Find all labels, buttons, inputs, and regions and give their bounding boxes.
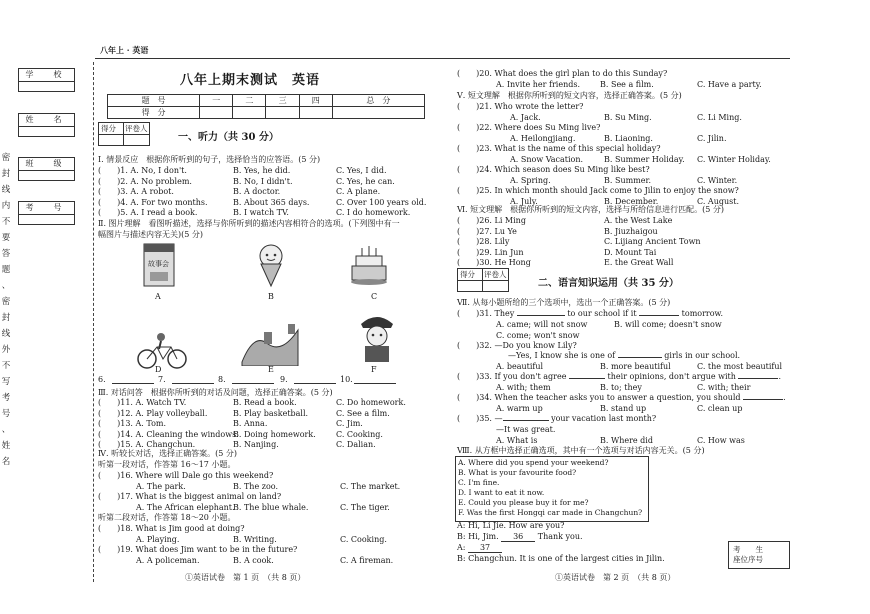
book-picture: [140, 242, 178, 288]
dialogue-line: A: 37: [457, 544, 502, 553]
question: ( )24. Which season does Su Ming like best?: [457, 165, 650, 174]
option: C. clean up: [697, 404, 743, 413]
option: A. came; will not snow: [496, 320, 588, 329]
page-footer-left: ①英语试卷 第 1 页 （共 8 页）: [185, 573, 306, 582]
option: C. come; won't snow: [496, 331, 580, 340]
seal-char: 写: [1, 377, 11, 387]
seal-char: 封: [1, 313, 11, 323]
question: ( )25. In which month should Jack come to Jilin to enjoy the snow?: [457, 186, 739, 195]
option: B. A cook.: [233, 556, 274, 565]
seal-char: 要: [1, 233, 11, 243]
section-title: 幅图片与描述内容无关)(5 分): [98, 230, 203, 239]
score-cell: [233, 107, 266, 119]
box-option: B. What is your favourite food?: [458, 468, 577, 477]
question: ( )33. If you don't agree their opinions, don't argue with .: [457, 372, 781, 381]
seal-line: [93, 62, 94, 582]
answer-blank[interactable]: [738, 378, 778, 379]
picture-label: D: [155, 365, 162, 374]
question: ( )5. A. I read a book.: [98, 208, 198, 218]
option: B. Nanjing.: [233, 440, 279, 450]
header-rule: [95, 58, 790, 59]
picture-label: E: [268, 365, 274, 374]
seat-number-box[interactable]: 考 生 座位序号: [728, 541, 790, 569]
section-intro: 听第一段对话，作答第 16～17 小题。: [98, 460, 236, 469]
box-option: F. Was the first Hongqi car made in Changchun?: [458, 508, 643, 517]
option: B. more beautiful: [600, 362, 671, 371]
option: B. will come; doesn't snow: [614, 320, 722, 329]
match-item: ( )30. He Hong: [457, 258, 531, 268]
section-title: Ⅰ. 情景反应 根据你所听到的句子，选择恰当的应答语。(5 分): [98, 155, 321, 164]
dialogue-line: A: Hi, Li Jie. How are you?: [457, 521, 565, 530]
question: ( )1. A. No, I don't.: [98, 166, 187, 175]
box-option: E. Could you please buy it for me?: [458, 498, 589, 507]
option: C. Li Ming.: [697, 113, 742, 122]
grader-box: 得分 评卷人: [457, 268, 509, 292]
option: B. Anna.: [233, 419, 268, 429]
score-cell: 题 号: [108, 95, 200, 107]
score-cell: 得 分: [108, 107, 200, 119]
match-item: ( )28. Lily: [457, 237, 510, 247]
option: B. stand up: [600, 404, 647, 413]
question: ( )22. Where does Su Ming live?: [457, 123, 601, 132]
match-item: ( )27. Lu Ye: [457, 226, 517, 236]
answer-blank[interactable]: [294, 383, 336, 384]
answer-blank-37[interactable]: 37: [468, 544, 502, 553]
box-option: C. I'm fine.: [458, 478, 500, 487]
seal-char: 、: [1, 425, 11, 435]
answer-blank[interactable]: [517, 315, 565, 316]
option: A. warm up: [496, 404, 543, 413]
section-title: Ⅱ. 图片理解 看图听描述，选择与你所听到的描述内容相符合的选项。(下列图中有一: [98, 219, 400, 228]
answer-blank[interactable]: [232, 383, 274, 384]
option: B. December.: [604, 197, 659, 206]
option: B. I watch TV.: [233, 208, 289, 218]
option: B. About 365 days.: [233, 197, 310, 207]
box-option: D. I want to eat it now.: [458, 488, 545, 497]
answer-blank[interactable]: [618, 357, 662, 358]
question: ( )4. A. For two months.: [98, 197, 208, 207]
seal-char: 不: [1, 217, 11, 227]
option: B. Play basketball.: [233, 408, 309, 418]
option: A. The park.: [136, 482, 186, 491]
question: ( )14. A. Cleaning the windows.: [98, 429, 239, 439]
school-field[interactable]: 学 校: [18, 68, 75, 92]
option: B. No, I didn't.: [233, 176, 293, 186]
option: A. Spring.: [510, 176, 551, 185]
answer-blank[interactable]: [569, 378, 605, 379]
option: B. See a film.: [600, 80, 654, 89]
match-target: B. Jiuzhaigou: [604, 226, 658, 236]
picture-label: F: [371, 365, 377, 374]
section-intro: 听第二段对话，作答第 18～20 小题。: [98, 513, 236, 522]
question: ( )11. A. Watch TV.: [98, 398, 187, 407]
seal-char: 封: [1, 169, 11, 179]
question: ( )31. They to our school if it tomorrow.: [457, 309, 723, 318]
option: B. Writing.: [233, 535, 277, 544]
question: ( )3. A. A robot.: [98, 187, 174, 197]
option: B. Where did: [600, 436, 653, 445]
dialogue-line: B: Hi, Jim. 36 Thank you.: [457, 532, 583, 541]
book-cover-text: 故事会: [148, 260, 169, 268]
option: A. beautiful: [496, 362, 544, 371]
policeman-picture: [355, 310, 399, 364]
name-field[interactable]: 姓 名: [18, 113, 75, 137]
question: —It was great.: [496, 425, 556, 434]
option: B. Summer.: [604, 176, 651, 185]
seal-char: 不: [1, 361, 11, 371]
question: ( )15. A. Changchun.: [98, 440, 196, 450]
box-option: A. Where did you spend your weekend?: [458, 458, 609, 467]
part2-heading: 二、语言知识运用（共 35 分）: [538, 278, 679, 289]
exam-title: 八年上期末测试 英语: [180, 73, 321, 88]
option: B. Yes, he did.: [233, 166, 291, 175]
option: C. August.: [697, 197, 739, 206]
option: C. How was: [697, 436, 745, 445]
question: ( )17. What is the biggest animal on land?: [98, 492, 282, 501]
class-field[interactable]: 班 级: [18, 157, 75, 181]
ice-cream-picture: [252, 242, 290, 288]
score-cell: 一: [200, 95, 233, 107]
seal-char: 答: [1, 249, 11, 259]
option: B. Summer Holiday.: [604, 155, 685, 164]
picture-answer-blank: 9.: [280, 375, 288, 384]
seal-char: 线: [1, 329, 11, 339]
question: ( )35. — your vacation last month?: [457, 414, 657, 423]
seal-char: 、: [1, 281, 11, 291]
exam-number-field[interactable]: 考 号: [18, 201, 75, 225]
question: ( )19. What does Jim want to be in the future?: [98, 545, 298, 554]
question: ( )2. A. No problem.: [98, 176, 192, 186]
grade-tag: 八年上 · 英语: [100, 45, 149, 55]
question: ( )32. —Do you know Lily?: [457, 341, 577, 350]
match-target: E. the Great Wall: [604, 258, 674, 268]
match-target: D. Mount Tai: [604, 247, 657, 257]
option: C. Over 100 years old.: [336, 197, 427, 207]
option: C. Jim.: [336, 419, 363, 429]
option: C. A plane.: [336, 187, 381, 197]
answer-blank[interactable]: [354, 383, 396, 384]
section-title: Ⅶ. 从每小题所给的三个选项中，选出一个正确答案。(5 分): [457, 298, 671, 307]
match-target: A. the West Lake: [604, 216, 673, 225]
option: C. Cooking.: [340, 535, 387, 544]
match-item: ( )29. Lin Jun: [457, 247, 524, 257]
option: A. Jack.: [510, 113, 541, 122]
option: C. Jilin.: [697, 134, 727, 143]
birthday-cake-picture: [350, 242, 388, 288]
score-cell: 总 分: [332, 95, 424, 107]
option: C. Winter.: [697, 176, 738, 185]
option: B. Su Ming.: [604, 113, 652, 122]
section-title: Ⅲ. 对话问答 根据你所听到的对话及问题，选择正确答案。(5 分): [98, 388, 333, 397]
option: C. Yes, I did.: [336, 166, 387, 175]
seal-char: 题: [1, 265, 11, 275]
option: A. A policeman.: [136, 556, 200, 565]
picture-label: C: [371, 292, 378, 301]
option: A. The African elephant.: [136, 503, 235, 512]
seal-char: 考: [1, 393, 11, 403]
score-cell: 三: [266, 95, 299, 107]
option: A. What is: [496, 436, 538, 445]
option: A. July.: [510, 197, 538, 206]
seal-char: 内: [1, 201, 11, 211]
option: A. Heilongjiang.: [510, 134, 576, 143]
picture-answer-blank: 7.: [158, 375, 166, 384]
score-table: [107, 94, 425, 119]
option: B. to; they: [600, 383, 642, 392]
question: ( )12. A. Play volleyball.: [98, 408, 208, 418]
match-item: ( )26. Li Ming: [457, 216, 526, 225]
section-title: Ⅵ. 短文理解 根据你所听到的短文内容，选择与所给信息进行匹配。(5 分): [457, 205, 725, 214]
score-cell: [299, 107, 332, 119]
option: C. Cooking.: [336, 429, 383, 439]
option: A. Invite her friends.: [496, 80, 580, 89]
score-cell: 四: [299, 95, 332, 107]
score-cell: 二: [233, 95, 266, 107]
option: C. Do homework.: [336, 398, 406, 407]
grader-box: 得分 评卷人: [98, 122, 150, 146]
option: B. Liaoning.: [604, 134, 653, 143]
score-cell: [266, 107, 299, 119]
option: A. Playing.: [136, 535, 180, 544]
option: C. Have a party.: [697, 80, 762, 89]
dialogue-line: B: Changchun. It is one of the largest cities in Jilin.: [457, 554, 665, 563]
answer-blank[interactable]: [503, 420, 549, 421]
page-footer-right: ①英语试卷 第 2 页 （共 8 页）: [555, 573, 676, 582]
question: ( )23. What is the name of this special holiday?: [457, 144, 661, 153]
answer-blank-36[interactable]: 36: [501, 533, 535, 542]
option: C. the most beautiful: [697, 362, 783, 371]
option: B. Read a book.: [233, 398, 297, 407]
picture-answer-blank: 6.: [98, 375, 106, 384]
picture-label: B: [268, 292, 274, 301]
option: C. See a film.: [336, 408, 390, 418]
answer-blank[interactable]: [639, 315, 679, 316]
question: ( )13. A. Tom.: [98, 419, 167, 429]
seal-char: 外: [1, 345, 11, 355]
option: C. The market.: [340, 482, 401, 491]
option: C. A fireman.: [340, 556, 394, 565]
option: A. with; them: [496, 383, 551, 392]
option: C. with; their: [697, 383, 751, 392]
section-title: Ⅳ. 听较长对话，选择正确答案。(5 分): [98, 449, 237, 458]
bicycle-picture: [137, 328, 187, 374]
seal-char: 线: [1, 185, 11, 195]
seal-char: 密: [1, 297, 11, 307]
question: ( )34. When the teacher asks you to answer a question, you should .: [457, 393, 786, 402]
question: —Yes, I know she is one of girls in our school.: [508, 351, 741, 360]
seal-char: 密: [1, 153, 11, 163]
seal-char: 姓: [1, 441, 11, 451]
picture-answer-blank: 10.: [340, 375, 353, 384]
section-title: Ⅴ. 短文理解 根据你所听到的短文内容，选择正确答案。(5 分): [457, 91, 682, 100]
option: C. Dalian.: [336, 440, 376, 450]
option: C. Yes, he can.: [336, 176, 395, 186]
question: ( )21. Who wrote the letter?: [457, 102, 584, 111]
match-target: C. Lijiang Ancient Town: [604, 237, 701, 247]
part1-heading: 一、听力（共 30 分）: [178, 132, 279, 143]
answer-blank[interactable]: [172, 383, 214, 384]
question: ( )18. What is Jim good at doing?: [98, 524, 245, 533]
score-cell: [332, 107, 424, 119]
score-cell: [200, 107, 233, 119]
option: A. Snow Vacation.: [510, 155, 584, 164]
option: B. The zoo.: [233, 482, 278, 491]
seal-char: 号: [1, 409, 11, 419]
answer-blank[interactable]: [112, 383, 154, 384]
answer-blank[interactable]: [743, 399, 783, 400]
options-box: [455, 456, 649, 522]
question: ( )16. Where will Dale go this weekend?: [98, 471, 274, 480]
seal-char: 名: [1, 457, 11, 467]
question: ( )20. What does the girl plan to do this Sunday?: [457, 69, 668, 78]
option: B. Doing homework.: [233, 429, 316, 439]
option: B. A doctor.: [233, 187, 281, 197]
option: C. The tiger.: [340, 503, 390, 512]
section-title: Ⅷ. 从方框中选择正确选项，其中有一个选项与对话内容无关。(5 分): [457, 446, 705, 455]
picture-label: A: [155, 292, 161, 301]
great-wall-picture: [240, 322, 300, 366]
picture-answer-blank: 8.: [218, 375, 226, 384]
option: C. Winter Holiday.: [697, 155, 771, 164]
option: B. The blue whale.: [233, 503, 309, 512]
option: C. I do homework.: [336, 208, 411, 218]
